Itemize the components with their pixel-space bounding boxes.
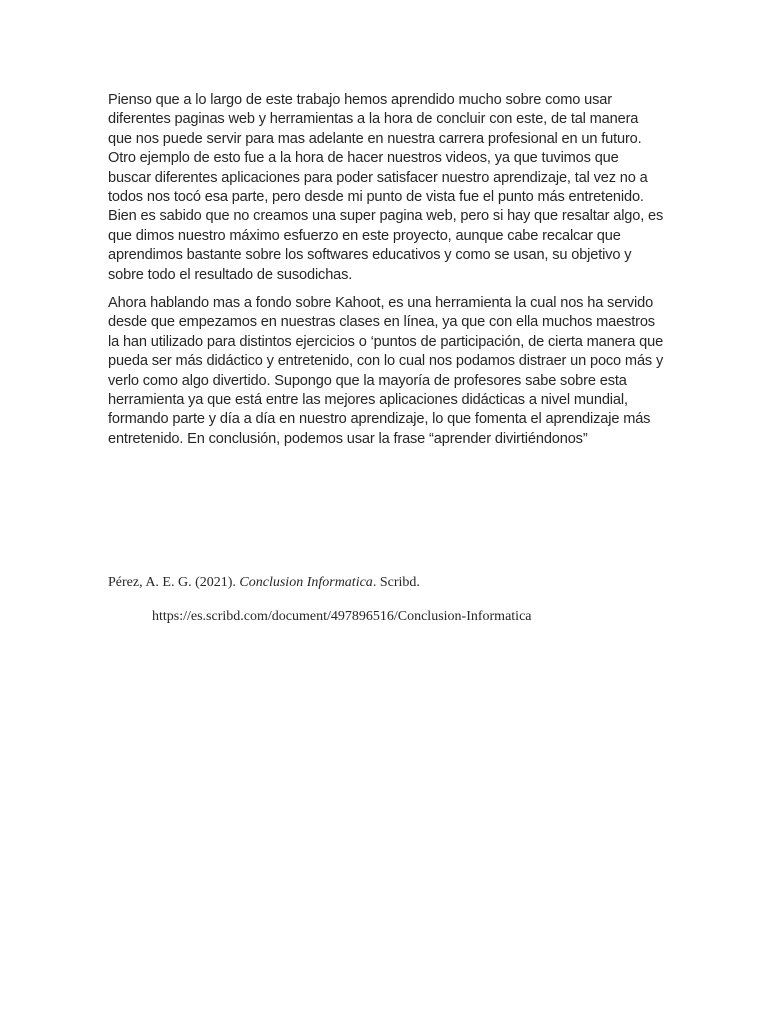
paragraph-1: Pienso que a lo largo de este trabajo hemos aprendido mucho sobre como usar diferentes paginas web y herramientas a la hora de concluir con este, de tal manera que nos puede servir para mas adelante en nuestra carrera profesional en un futuro. Otro ejemplo de esto fue a la hora de hacer nuestros videos, ya que tuvimos que buscar diferentes aplicaciones para poder satisfacer nuestro aprendizaje, tal vez no a todos nos tocó esa parte, pero desde mi punto de vista fue el punto más entretenido. Bien es sabido que no creamos una super pagina web, pero si hay que resaltar algo, es que dimos nuestro máximo esfuerzo en este proyecto, aunque cabe recalcar que aprendimos bastante sobre los softwares educativos y como se usan, su objetivo y sobre todo el resultado de susodichas. (108, 92, 664, 283)
citation-publisher: . Scribd. (372, 575, 420, 590)
citation-url: https://es.scribd.com/document/497896516/Conclusion-Informatica (152, 609, 532, 624)
citation-authors: Pérez, A. E. G. (2021). (108, 575, 240, 590)
citation-title: Conclusion Informatica (239, 575, 373, 590)
paragraph-2: Ahora hablando mas a fondo sobre Kahoot, es una herramienta la cual nos ha servido desde que empezamos en nuestras clases en línea, ya que con ella muchos maestros la han utilizado para distintos ejercicios o ‘puntos de participación, de cierta manera que pueda ser más didáctico y entretenido, con lo cual nos podamos distraer un poco más y verlo como algo divertido. Supongo que la mayoría de profesores sabe sobre esta herramienta ya que está entre las mejores aplicaciones didácticas a nivel mundial, formando parte y día a día en nuestro aprendizaje, lo que fomenta el aprendizaje más entretenido. En conclusión, podemos usar la frase “aprender divirtiéndonos” (108, 295, 664, 447)
reference-citation (108, 575, 420, 591)
